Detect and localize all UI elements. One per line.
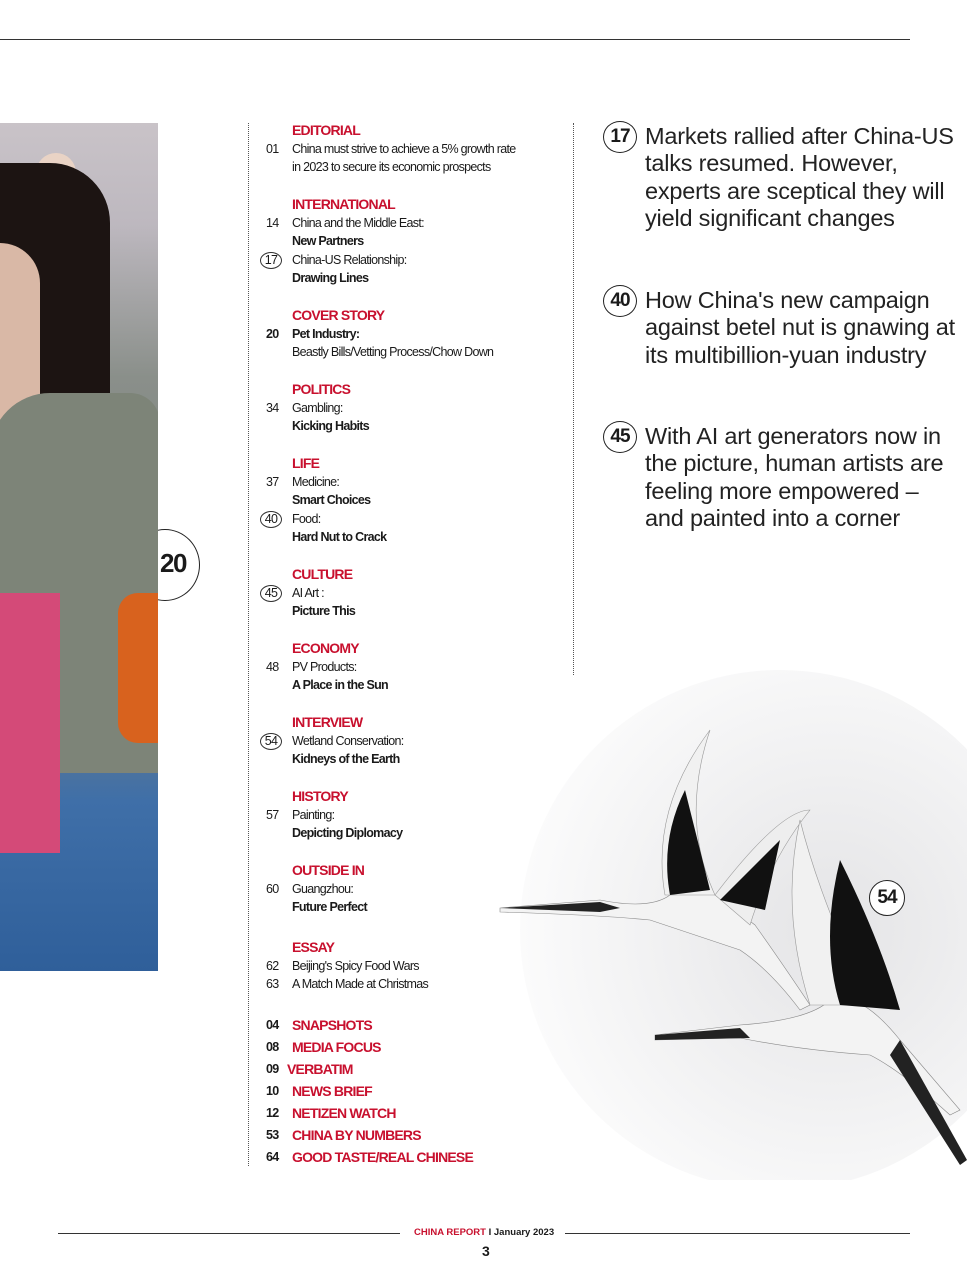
entry-text: in 2023 to secure its economic prospects bbox=[292, 160, 491, 174]
highlight-page-badge: 45 bbox=[603, 421, 637, 453]
highlight-page-badge: 40 bbox=[603, 285, 637, 317]
toc-entry-line[interactable] bbox=[262, 158, 552, 177]
toc-entry-line[interactable] bbox=[262, 140, 552, 159]
section-heading[interactable]: ECONOMY bbox=[292, 640, 359, 656]
section-heading[interactable]: CULTURE bbox=[292, 566, 353, 582]
regular-label: SNAPSHOTS bbox=[292, 1017, 372, 1033]
entry-text: Kidneys of the Earth bbox=[292, 752, 400, 766]
toc-entry-line[interactable] bbox=[262, 399, 552, 418]
entry-text: China must strive to achieve a 5% growth rate bbox=[292, 141, 516, 156]
entry-text: China-US Relationship: bbox=[292, 252, 407, 267]
dotted-divider bbox=[573, 123, 574, 675]
toc-entry-line[interactable] bbox=[262, 528, 552, 547]
top-rule bbox=[0, 39, 910, 40]
entry-text: Future Perfect bbox=[292, 900, 367, 914]
regular-label: VERBATIM bbox=[287, 1061, 353, 1077]
entry-text: Wetland Conservation: bbox=[292, 733, 404, 748]
section-heading[interactable]: POLITICS bbox=[292, 381, 351, 397]
section-heading[interactable]: INTERVIEW bbox=[292, 714, 363, 730]
entry-text: Hard Nut to Crack bbox=[292, 530, 387, 544]
toc-entry-line[interactable] bbox=[262, 510, 552, 529]
page-number: 3 bbox=[482, 1243, 490, 1259]
toc-section bbox=[262, 565, 552, 621]
toc-section bbox=[262, 454, 552, 547]
section-heading[interactable]: INTERNATIONAL bbox=[292, 196, 395, 212]
cover-story-photo bbox=[0, 123, 158, 971]
page-number: 60 bbox=[266, 881, 279, 896]
entry-text: China and the Middle East: bbox=[292, 215, 424, 230]
toc-entry-line[interactable] bbox=[262, 269, 552, 288]
entry-text: Medicine: bbox=[292, 474, 340, 489]
entry-text: Beijing's Spicy Food Wars bbox=[292, 958, 419, 973]
entry-text: PV Products: bbox=[292, 659, 357, 674]
regular-label: MEDIA FOCUS bbox=[292, 1039, 381, 1055]
entry-text: A Place in the Sun bbox=[292, 678, 388, 692]
issue-date: January 2023 bbox=[493, 1227, 555, 1238]
toc-entry-line[interactable] bbox=[262, 473, 552, 492]
regular-label: GOOD TASTE/REAL CHINESE bbox=[292, 1149, 473, 1165]
dotted-divider bbox=[248, 123, 249, 1166]
highlight-page-badge: 17 bbox=[603, 121, 637, 153]
entry-text: Smart Choices bbox=[292, 493, 371, 507]
toc-section bbox=[262, 380, 552, 436]
page-number: 45 bbox=[260, 585, 282, 602]
toc-entry-line[interactable] bbox=[262, 602, 552, 621]
page-number: 37 bbox=[266, 474, 279, 489]
footer-rule bbox=[58, 1233, 400, 1234]
page-number: 01 bbox=[266, 141, 279, 156]
regular-label: NETIZEN WATCH bbox=[292, 1105, 396, 1121]
toc-entry-line[interactable] bbox=[262, 491, 552, 510]
entry-text: Painting: bbox=[292, 807, 335, 822]
page-number: 48 bbox=[266, 659, 279, 674]
toc-section bbox=[262, 121, 552, 177]
page-number: 17 bbox=[260, 252, 282, 269]
page-number: 20 bbox=[266, 326, 279, 341]
entry-text: Food: bbox=[292, 511, 321, 526]
page-number: 09 bbox=[266, 1062, 279, 1076]
footer-text bbox=[414, 1227, 554, 1238]
page-number: 10 bbox=[266, 1084, 279, 1098]
entry-text: Kicking Habits bbox=[292, 419, 370, 433]
regular-label: NEWS BRIEF bbox=[292, 1083, 372, 1099]
toc-entry-line[interactable] bbox=[262, 417, 552, 436]
entry-text: Gambling: bbox=[292, 400, 343, 415]
section-heading[interactable]: LIFE bbox=[292, 455, 320, 471]
regular-label: CHINA BY NUMBERS bbox=[292, 1127, 421, 1143]
page-number: 57 bbox=[266, 807, 279, 822]
crane-badge: 54 bbox=[869, 880, 905, 916]
section-heading[interactable]: COVER STORY bbox=[292, 307, 385, 323]
page-number: 14 bbox=[266, 215, 279, 230]
toc-section bbox=[262, 195, 552, 288]
entry-text: Drawing Lines bbox=[292, 271, 369, 285]
entry-text: Beastly Bills/Vetting Process/Chow Down bbox=[292, 345, 494, 359]
photo-badge-number: 20 bbox=[160, 548, 186, 578]
highlight-text: With AI art generators now in the picture, human artists are feeling more empowered – and painted into a corner bbox=[645, 423, 944, 531]
toc-entry-line[interactable] bbox=[262, 343, 552, 362]
toc-section bbox=[262, 306, 552, 362]
page-number: 62 bbox=[266, 958, 279, 973]
toc-entry-line[interactable] bbox=[262, 584, 552, 603]
cranes-photo bbox=[480, 660, 967, 1180]
entry-text: Pet Industry: bbox=[292, 326, 360, 341]
page-number: 08 bbox=[266, 1040, 279, 1054]
footer-separator: I bbox=[488, 1227, 492, 1238]
entry-text: Picture This bbox=[292, 604, 356, 618]
toc-entry-line[interactable] bbox=[262, 325, 552, 344]
toc-entry-line[interactable] bbox=[262, 214, 552, 233]
page-number: 53 bbox=[266, 1128, 279, 1142]
entry-text: AI Art : bbox=[292, 585, 324, 600]
entry-text: Depicting Diplomacy bbox=[292, 826, 403, 840]
section-heading[interactable]: HISTORY bbox=[292, 788, 348, 804]
highlight-text: Markets rallied after China-US talks resumed. However, experts are sceptical they will yield significant changes bbox=[645, 123, 954, 231]
toc-entry-line[interactable] bbox=[262, 232, 552, 251]
entry-text: A Match Made at Christmas bbox=[292, 977, 429, 991]
page-number: 40 bbox=[260, 511, 282, 528]
page-number: 04 bbox=[266, 1018, 279, 1032]
page-number: 12 bbox=[266, 1106, 279, 1120]
entry-text: Guangzhou: bbox=[292, 881, 354, 896]
highlight-text: How China's new campaign against betel nut is gnawing at its multibillion-yuan industry bbox=[645, 287, 955, 368]
footer-rule bbox=[565, 1233, 910, 1234]
page-number: 64 bbox=[266, 1150, 279, 1164]
page-number: 63 bbox=[266, 977, 279, 991]
page-number: 34 bbox=[266, 400, 279, 415]
section-heading[interactable]: EDITORIAL bbox=[292, 122, 360, 138]
page-number: 54 bbox=[260, 733, 282, 750]
publication-name: CHINA REPORT bbox=[414, 1227, 486, 1238]
entry-text: New Partners bbox=[292, 234, 364, 248]
section-heading[interactable]: OUTSIDE IN bbox=[292, 862, 365, 878]
section-heading[interactable]: ESSAY bbox=[292, 939, 335, 955]
toc-entry-line[interactable] bbox=[262, 251, 552, 270]
